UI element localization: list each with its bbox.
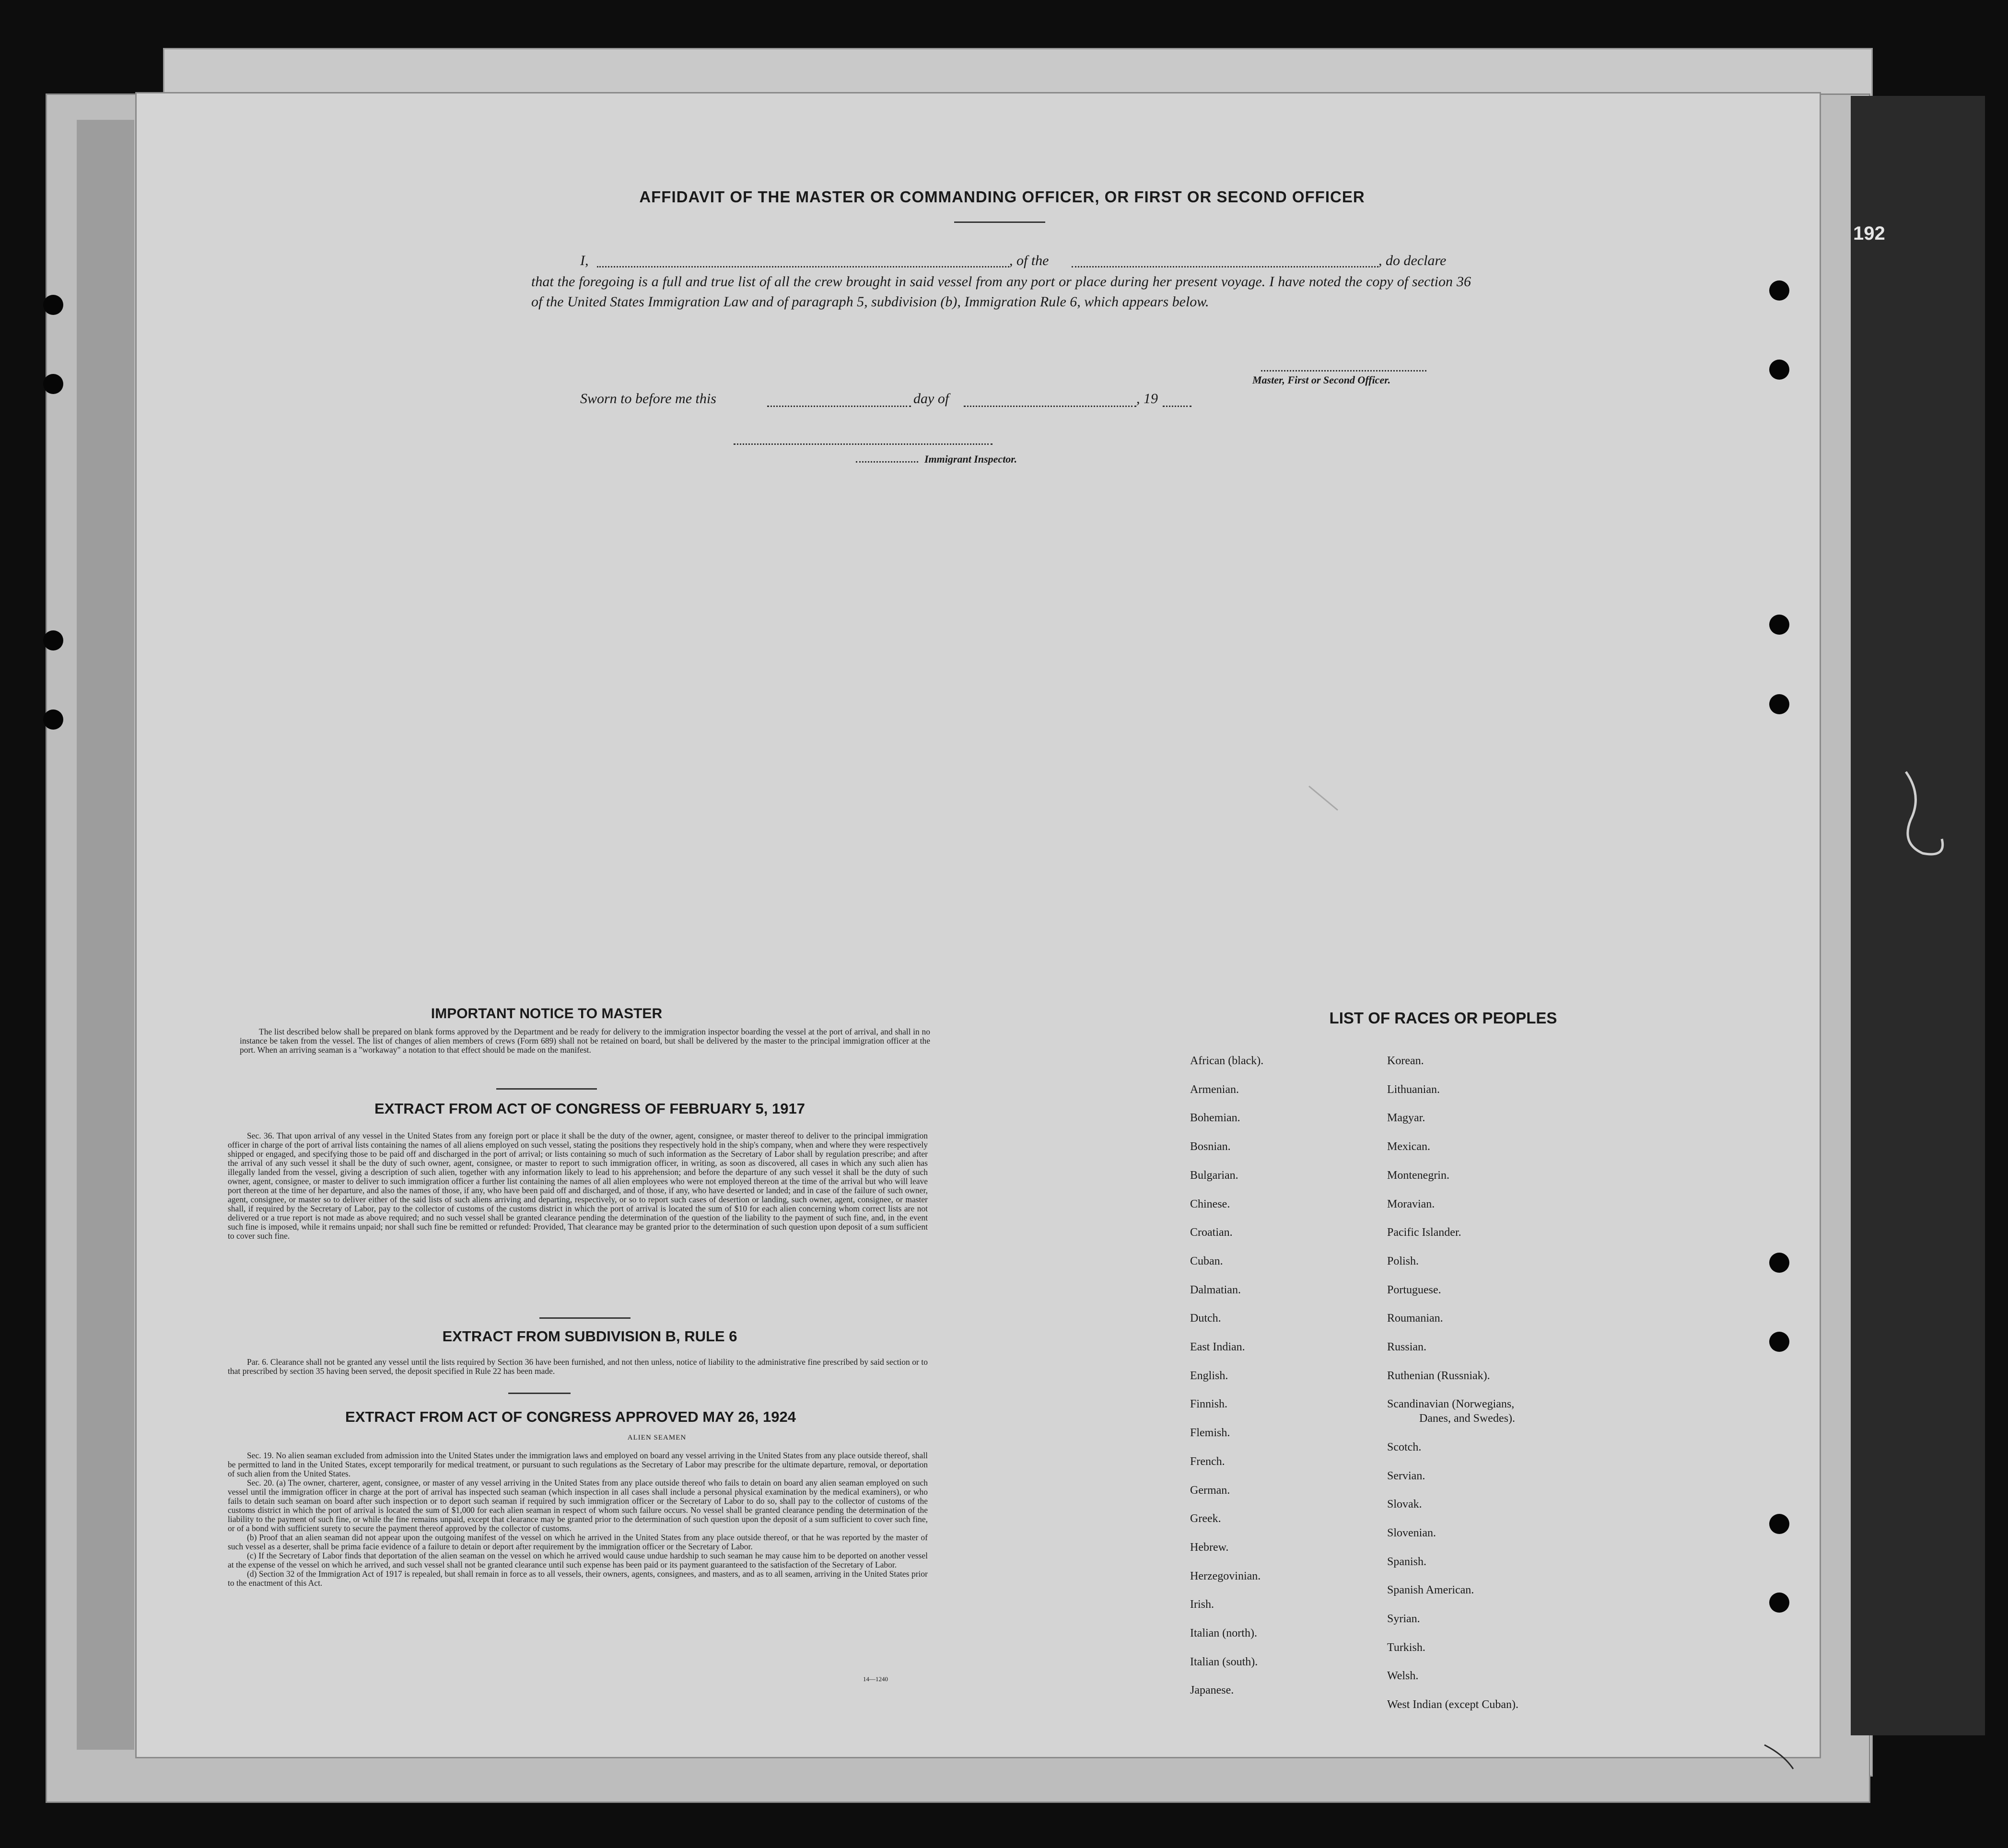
race-entry: Mexican. [1387, 1140, 1430, 1153]
race-entry: Cuban. [1190, 1255, 1223, 1267]
signer-label: Master, First or Second Officer. [1252, 374, 1391, 386]
form-code: 14—1240 [863, 1675, 888, 1683]
race-entry: Scotch. [1387, 1441, 1422, 1453]
race-entry: Finnish. [1190, 1398, 1228, 1411]
inspector-label: Immigrant Inspector. [924, 453, 1017, 465]
race-entry: Japanese. [1190, 1684, 1234, 1697]
race-entry: Roumanian. [1387, 1312, 1443, 1325]
race-entry: Spanish American. [1387, 1584, 1474, 1597]
races-title: LIST OF RACES OR PEOPLES [1329, 1009, 1557, 1027]
affidavit-i-label: I, [580, 253, 589, 268]
race-entry: Syrian. [1387, 1613, 1420, 1625]
affidavit-do-declare: , do declare [1378, 253, 1447, 268]
race-entry: Scandinavian (Norwegians, [1387, 1398, 1515, 1411]
race-entry: Slovak. [1387, 1498, 1422, 1511]
alien-seamen-subhead: ALIEN SEAMEN [627, 1434, 687, 1441]
subdivision-text: Par. 6. Clearance shall not be granted any vessel until the lists required by Section 36 have been furnished, and not then unless, notice of liability to the administrative fine prescribed by said section or to that prescribed by section 35 having been served, the deposit specified in Rule 22 has been made. [228, 1357, 928, 1376]
extract-1924-para: (b) Proof that an alien seaman did not appear upon the outgoing manifest of the vessel on which he arrived in the United States from any place outside thereof, or that he was reported by the master of such vessel as a deserter, shall be prima facie evidence of a failure to detain or deport after requirement by the immigration officer or the Secretary of Labor. [228, 1533, 928, 1551]
race-entry: Moravian. [1387, 1197, 1435, 1210]
extract-1924-para: Sec. 19. No alien seaman excluded from admission into the United States under the immigration laws and employed on board any vessel arriving in the United States from any place outside thereof, shall be permitted to land in the United States, except temporarily for medical treatment, or pursuant to such regulations as the Secretary of Labor may prescribe for the ultimate departure, removal, or deportation of such alien from the United States. [228, 1451, 928, 1478]
notice-title: IMPORTANT NOTICE TO MASTER [431, 1006, 663, 1022]
race-entry: Bulgarian. [1190, 1169, 1238, 1182]
race-entry: Croatian. [1190, 1226, 1233, 1239]
race-entry: Ruthenian (Russniak). [1387, 1369, 1490, 1382]
extract-1917-title: EXTRACT FROM ACT OF CONGRESS OF FEBRUARY 5, 1917 [374, 1100, 805, 1117]
sworn-label: Sworn to before me this [580, 391, 716, 407]
race-entry: West Indian (except Cuban). [1387, 1698, 1518, 1711]
race-entry: East Indian. [1190, 1341, 1245, 1353]
subdivision-title: EXTRACT FROM SUBDIVISION B, RULE 6 [442, 1328, 737, 1345]
notice-text: The list described below shall be prepared on blank forms approved by the Department and be ready for delivery to the immigration inspector boarding the vessel at the port of arrival, and shall in no instance be taken from the vessel. The list of changes of alien members of crews (Form 689) shall not be retained on board, but shall be delivered by the master to the principal immigration officer at the port. When an arriving seaman is a "workaway" a notation to that effect should be made on the manifest. [240, 1027, 930, 1055]
race-entry: Polish. [1387, 1255, 1419, 1267]
extract-1924-para: (c) If the Secretary of Labor finds that deportation of the alien seaman on the vessel on which he arrived would cause undue hardship to such seaman he may cause him to be deported on another vessel at the expense of the vessel on which he arrived, and such vessel shall not be granted clearance until such expense has been paid or its payment guaranteed to the satisfaction of the Secretary of Labor. [228, 1551, 928, 1569]
race-entry: Italian (south). [1190, 1655, 1258, 1668]
race-entry: English. [1190, 1369, 1228, 1382]
page-number: 192 [1853, 223, 1885, 244]
race-entry: Turkish. [1387, 1641, 1425, 1654]
affidavit-of-the: , of the [1009, 253, 1049, 268]
extract-1924-title: EXTRACT FROM ACT OF CONGRESS APPROVED MAY 26, 1924 [345, 1408, 796, 1425]
race-entry: Dalmatian. [1190, 1283, 1241, 1296]
year-label: , 19 [1136, 391, 1158, 407]
race-entry: Korean. [1387, 1055, 1424, 1067]
race-entry: Herzegovinian. [1190, 1569, 1261, 1582]
race-entry: African (black). [1190, 1055, 1264, 1067]
race-entry: Hebrew. [1190, 1541, 1229, 1554]
race-entry: Portuguese. [1387, 1283, 1441, 1296]
race-entry: Italian (north). [1190, 1627, 1257, 1639]
affidavit-title: AFFIDAVIT OF THE MASTER OR COMMANDING OFFICER, OR FIRST OR SECOND OFFICER [639, 188, 1365, 206]
race-entry: Pacific Islander. [1387, 1226, 1461, 1239]
extract-1924-para: Sec. 20. (a) The owner, charterer, agent, consignee, or master of any vessel arriving in the United States from any place outside thereof who fails to detain on board any alien seaman employed on such vessel until the immigration officer in charge at the port of arrival has inspected such seaman (which inspection in all cases shall include a personal physical examination by the medical examiners), or who fails to detain such seaman on board after such inspection or to deport such seaman if required by such immigration officer or the Secretary of Labor to do so, shall pay to the collector of customs of the customs district in which the port of arrival is located the sum of $1,000 for each alien seaman in respect of whom such failure occurs. No vessel shall be granted clearance pending the determination of the liability to the payment of such fine, or while the fine remains unpaid, except that clearance may be granted prior to the determination of such question upon the deposit of a sum sufficient to cover such fine, or of a bond with sufficient surety to secure the payment thereof approved by the collector of customs. [228, 1478, 928, 1533]
race-entry: Dutch. [1190, 1312, 1221, 1325]
race-entry: Danes, and Swedes). [1419, 1412, 1515, 1425]
race-entry: French. [1190, 1455, 1225, 1468]
race-entry: Slovenian. [1387, 1526, 1436, 1539]
race-entry: Chinese. [1190, 1197, 1230, 1210]
race-entry: Russian. [1387, 1341, 1427, 1353]
affidavit-paragraph: that the foregoing is a full and true list of all the crew brought in said vessel from any port or place during her present voyage. I have noted the copy of section 36 of the United States Immigration Law and of paragraph 5, subdivision (b), Immigration Rule 6, which appears below. [531, 274, 1471, 310]
race-entry: Welsh. [1387, 1670, 1419, 1683]
race-entry: Armenian. [1190, 1083, 1239, 1096]
race-entry: Servian. [1387, 1469, 1425, 1482]
race-entry: Lithuanian. [1387, 1083, 1440, 1096]
race-entry: Montenegrin. [1387, 1169, 1449, 1182]
extract-1924-para: (d) Section 32 of the Immigration Act of 1917 is repealed, but shall remain in force as to all vessels, their owners, agents, consignees, and masters, and as to all seamen, arriving in the United States prior to the enactment of this Act. [228, 1569, 928, 1588]
race-entry: Magyar. [1387, 1112, 1425, 1125]
race-entry: Irish. [1190, 1598, 1214, 1611]
day-of-label: day of [913, 391, 949, 407]
extract-1917-text: Sec. 36. That upon arrival of any vessel in the United States from any foreign port or place it shall be the duty of the owner, agent, consignee, or master thereof to deliver to the principal immigration officer in charge of the port of arrival lists containing the names of all aliens employed on such vessel, stating the positions they respectively hold in the ship's company, when and where they were respectively shipped or engaged, and specifying those to be paid off and discharged in the port of arrival; or lists containing so much of such information as the Secretary of Labor shall by regulation prescribe; and after the arrival of any such vessel it shall be the duty of such owner, agent, consignee, or master to report to such immigration officer, in writing, as soon as discovered, all cases in which any such alien has illegally landed from the vessel, giving a description of such alien, together with any information likely to lead to his apprehension; and before the departure of any such vessel it shall be the duty of such owner, agent, consignee, or master to deliver to such immigration officer a further list containing the names of all alien employees who were not employed thereon at the time of the arrival but who will leave port thereon at the time of her departure, and also the names of those, if any, who have been paid off and discharged, and of those, if any, who have deserted or landed; and in case of the failure of such owner, agent, consignee, or master so to deliver either of the said lists of such aliens arriving and departing, respectively, or so to report such cases of desertion or landing, such owner, agent, consignee, or master shall, if required by the Secretary of Labor, pay to the collector of customs of the customs district in which the port of arrival is located the sum of $10 for each alien concerning whom correct lists are not delivered or a true report is not made as above required; and no such vessel shall be granted clearance pending the determination of the question of the liability to the payment of such fine, and, in the event such fine is imposed, while it remains unpaid; nor shall such fine be remitted or refunded: Provided, That clearance may be granted prior to the determination of such question upon deposit of a sum sufficient to cover such fine. [228, 1131, 928, 1241]
race-entry: Spanish. [1387, 1555, 1427, 1568]
race-entry: German. [1190, 1484, 1230, 1497]
race-entry: Flemish. [1190, 1427, 1230, 1440]
race-entry: Bosnian. [1190, 1140, 1231, 1153]
race-entry: Greek. [1190, 1512, 1221, 1525]
race-entry: Bohemian. [1190, 1112, 1240, 1125]
